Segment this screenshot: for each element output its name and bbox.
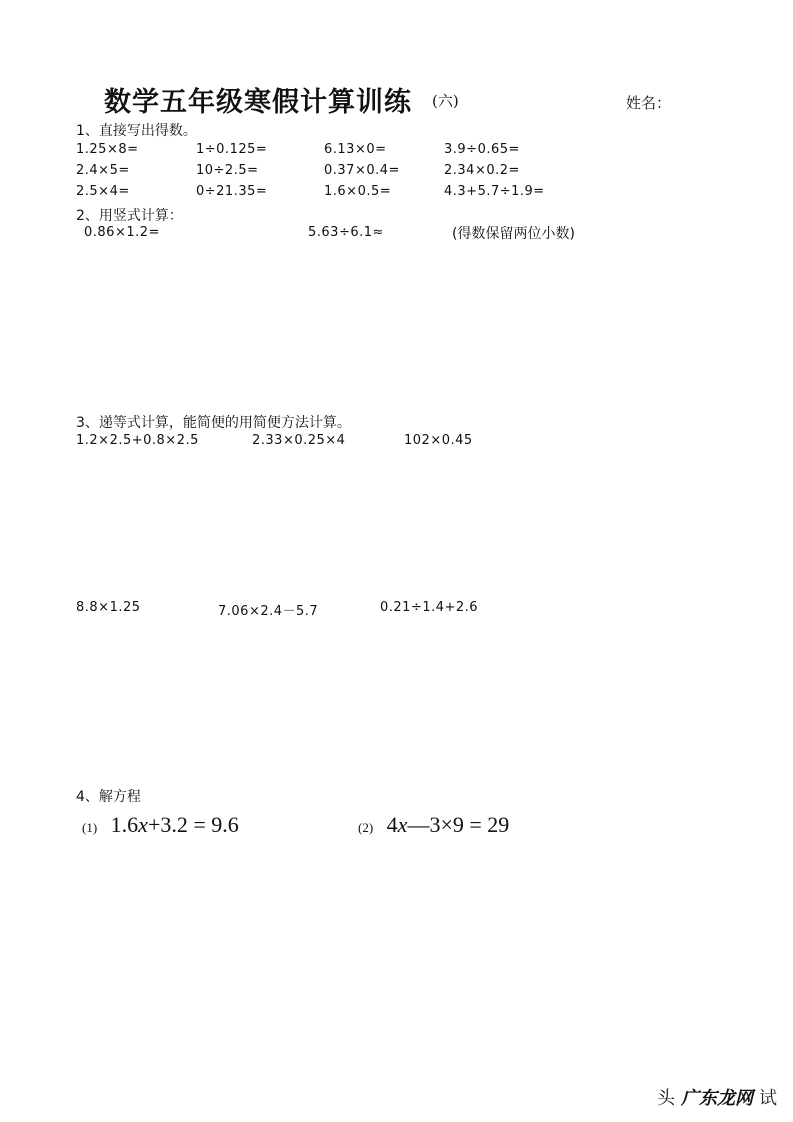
s1-r2-c3: 0.37×0.4=	[324, 163, 400, 178]
section1-heading: 1、直接写出得数。	[76, 123, 197, 139]
s3-r2-c1: 8.8×1.25	[76, 600, 141, 615]
equation-1-coef: 1.6	[110, 812, 139, 837]
equation-1-number: (1)	[82, 820, 98, 835]
s3-r2-c3: 0.21÷1.4+2.6	[380, 600, 479, 615]
s1-r3-c2: 0÷21.35=	[196, 184, 268, 199]
s1-r1-c2: 1÷0.125=	[196, 142, 268, 157]
section2-heading: 2、用竖式计算：	[76, 208, 183, 224]
equation-1	[82, 812, 239, 838]
watermark-prefix: 头	[657, 1088, 675, 1109]
name-label: 姓名：	[626, 94, 672, 112]
watermark-suffix: 试	[759, 1088, 777, 1109]
s3-r2-c2: 7.06×2.4－5.7	[218, 604, 319, 619]
s1-r2-c4: 2.34×0.2=	[444, 163, 520, 178]
watermark-logo: 广东龙网	[681, 1088, 753, 1109]
watermark	[657, 1084, 777, 1110]
s1-r3-c3: 1.6×0.5=	[324, 184, 392, 199]
s1-r1-c1: 1.25×8=	[76, 142, 139, 157]
s2-item1: 0.86×1.2=	[84, 225, 160, 240]
equation-2-var: x	[397, 812, 408, 837]
s1-r1-c4: 3.9÷0.65=	[444, 142, 520, 157]
s1-r1-c3: 6.13×0=	[324, 142, 387, 157]
equation-1-rest: +3.2 = 9.6	[147, 812, 239, 837]
equation-1-var: x	[138, 812, 148, 837]
s1-r2-c2: 10÷2.5=	[196, 163, 259, 178]
s2-item2: 5.63÷6.1≈	[308, 225, 384, 240]
page-title-sub: (六)	[432, 92, 459, 110]
s1-r3-c1: 2.5×4=	[76, 184, 130, 199]
s3-r1-c3: 102×0.45	[404, 433, 473, 448]
equation-2-coef: 4	[386, 812, 398, 837]
section3-heading: 3、递等式计算，能简便的用简便方法计算。	[76, 415, 351, 431]
equation-2-rest: —3×9 = 29	[407, 812, 510, 837]
equation-2	[358, 812, 509, 838]
s1-r3-c4: 4.3+5.7÷1.9=	[444, 184, 545, 199]
s1-r2-c1: 2.4×5=	[76, 163, 130, 178]
equation-2-number: (2)	[358, 820, 374, 835]
section4-heading: 4、解方程	[76, 789, 141, 805]
s2-note: (得数保留两位小数)	[452, 226, 575, 242]
page-title: 数学五年级寒假计算训练	[104, 87, 412, 118]
s3-r1-c1: 1.2×2.5+0.8×2.5	[76, 433, 199, 448]
s3-r1-c2: 2.33×0.25×4	[252, 433, 346, 448]
